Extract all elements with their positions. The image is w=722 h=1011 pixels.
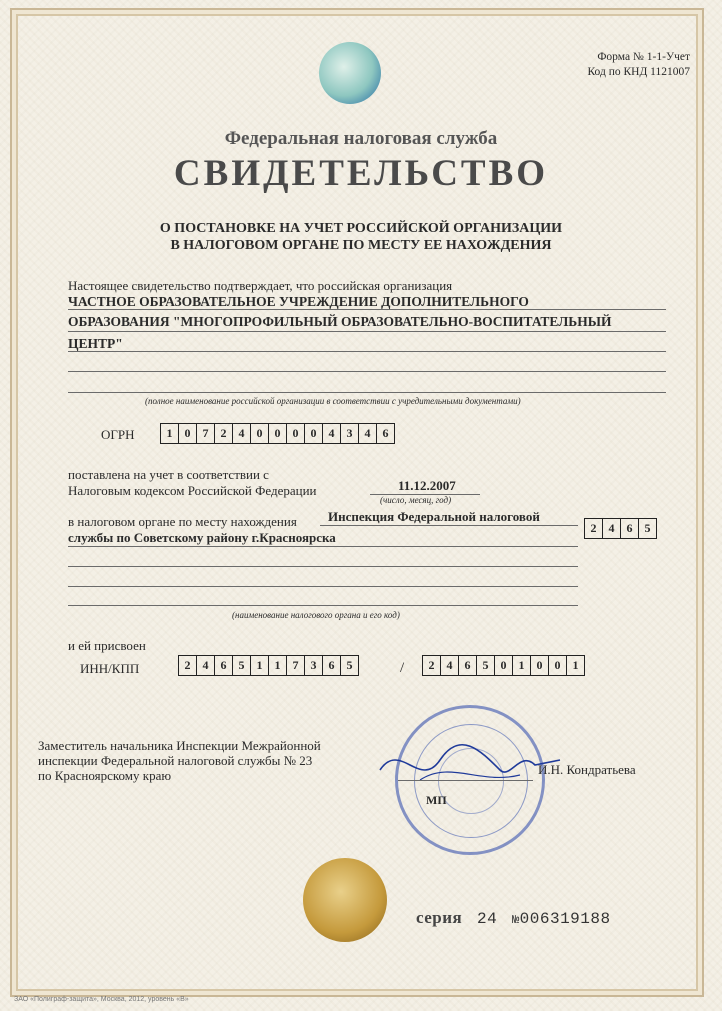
registration-date: 11.12.2007 xyxy=(398,478,456,493)
kpp-digit: 2 xyxy=(422,655,440,676)
authority-code-digit: 5 xyxy=(638,518,657,539)
inn-digit: 1 xyxy=(250,655,268,676)
registration-line-2: Налоговым кодексом Российской Федерации xyxy=(68,483,317,498)
position-line-3: по Красноярскому краю xyxy=(38,768,172,783)
ogrn-digit: 6 xyxy=(376,423,395,444)
inn-digit: 6 xyxy=(322,655,340,676)
inn-digit: 1 xyxy=(268,655,286,676)
inn-digit: 6 xyxy=(214,655,232,676)
signatory-position xyxy=(38,738,321,783)
kpp-digit: 1 xyxy=(566,655,585,676)
kpp-digit: 4 xyxy=(440,655,458,676)
subtitle-line-2: В НАЛОГОВОМ ОРГАНЕ ПО МЕСТУ ЕЕ НАХОЖДЕНИЯ xyxy=(170,238,552,253)
ogrn-digit: 4 xyxy=(358,423,376,444)
assigned-text: и ей присвоен xyxy=(68,638,146,653)
emblem-hologram-icon xyxy=(319,42,381,104)
inn-kpp-label: ИНН/КПП xyxy=(80,661,140,676)
ogrn-label: ОГРН xyxy=(101,427,135,442)
authority-code-digit: 2 xyxy=(584,518,602,539)
document-subtitle xyxy=(0,220,722,254)
date-caption: (число, месяц, год) xyxy=(380,495,452,505)
authority-line-2: службы по Советскому району г.Красноярска xyxy=(68,530,336,545)
serial-number-value: 006319188 xyxy=(519,910,611,928)
kpp-digit: 1 xyxy=(512,655,530,676)
ogrn-digits xyxy=(160,423,395,444)
document-title: СВИДЕТЕЛЬСТВО xyxy=(173,153,549,194)
ogrn-digit: 4 xyxy=(322,423,340,444)
position-line-1: Заместитель начальника Инспекции Межрайонной xyxy=(38,738,321,753)
inn-digit: 7 xyxy=(286,655,304,676)
ogrn-digit: 0 xyxy=(250,423,268,444)
registration-line-1: поставлена на учет в соответствии с xyxy=(68,467,269,482)
authority-intro: в налоговом органе по месту нахождения xyxy=(68,514,297,529)
ogrn-digit: 7 xyxy=(196,423,214,444)
serial-series: 24 xyxy=(477,910,498,928)
authority-code-digit: 4 xyxy=(602,518,620,539)
ogrn-digit: 2 xyxy=(214,423,232,444)
ogrn-digit: 0 xyxy=(304,423,322,444)
kpp-digit: 0 xyxy=(530,655,548,676)
inn-digit: 5 xyxy=(232,655,250,676)
ogrn-digit: 1 xyxy=(160,423,178,444)
ogrn-digit: 0 xyxy=(286,423,304,444)
kpp-digit: 6 xyxy=(458,655,476,676)
form-info xyxy=(587,50,690,80)
inn-digit: 2 xyxy=(178,655,196,676)
number-sign: № xyxy=(511,913,520,927)
ogrn-digit: 0 xyxy=(268,423,286,444)
serial-label: серия xyxy=(416,908,463,927)
stamp-place-mp: МП xyxy=(426,793,447,807)
org-name-line-2: ОБРАЗОВАНИЯ "МНОГОПРОФИЛЬНЫЙ ОБРАЗОВАТЕЛЬНО-ВОСПИТАТЕЛЬНЫЙ xyxy=(68,314,612,329)
subtitle-line-1: О ПОСТАНОВКЕ НА УЧЕТ РОССИЙСКОЙ ОРГАНИЗАЦИИ xyxy=(159,221,563,236)
service-name: Федеральная налоговая служба xyxy=(224,128,498,149)
printer-imprint: ЗАО «Полиграф-защита», Москва, 2012, уровень «В» xyxy=(14,996,189,1003)
kpp-digits xyxy=(422,655,585,676)
inn-kpp-separator: / xyxy=(400,660,405,676)
org-name-line-3: ЦЕНТР" xyxy=(68,336,123,351)
authority-code xyxy=(584,518,657,539)
knd-code: Код по КНД 1121007 xyxy=(587,66,690,78)
ogrn-digit: 4 xyxy=(232,423,250,444)
inn-digit: 5 xyxy=(340,655,359,676)
ogrn-digit: 0 xyxy=(178,423,196,444)
position-line-2: инспекции Федеральной налоговой службы № 23 xyxy=(38,753,313,768)
ogrn-digit: 3 xyxy=(340,423,358,444)
kpp-digit: 0 xyxy=(548,655,566,676)
org-name-line-1: ЧАСТНОЕ ОБРАЗОВАТЕЛЬНОЕ УЧРЕЖДЕНИЕ ДОПОЛНИТЕЛЬНОГО xyxy=(68,294,529,309)
org-intro: Настоящее свидетельство подтверждает, что российская организация xyxy=(68,278,453,293)
kpp-digit: 5 xyxy=(476,655,494,676)
inn-digit: 4 xyxy=(196,655,214,676)
org-caption: (полное наименование российской организации в соответствии с учредительными документами) xyxy=(145,396,521,406)
signatory-name: И.Н. Кондратьева xyxy=(538,762,636,777)
gold-seal-icon xyxy=(303,858,387,942)
authority-code-digit: 6 xyxy=(620,518,638,539)
authority-line-1: Инспекция Федеральной налоговой xyxy=(328,509,540,524)
inn-digit: 3 xyxy=(304,655,322,676)
inn-digits xyxy=(178,655,359,676)
serial-number xyxy=(416,908,611,928)
kpp-digit: 0 xyxy=(494,655,512,676)
form-number: Форма № 1-1-Учет xyxy=(597,51,690,63)
authority-caption: (наименование налогового органа и его код) xyxy=(232,610,400,620)
